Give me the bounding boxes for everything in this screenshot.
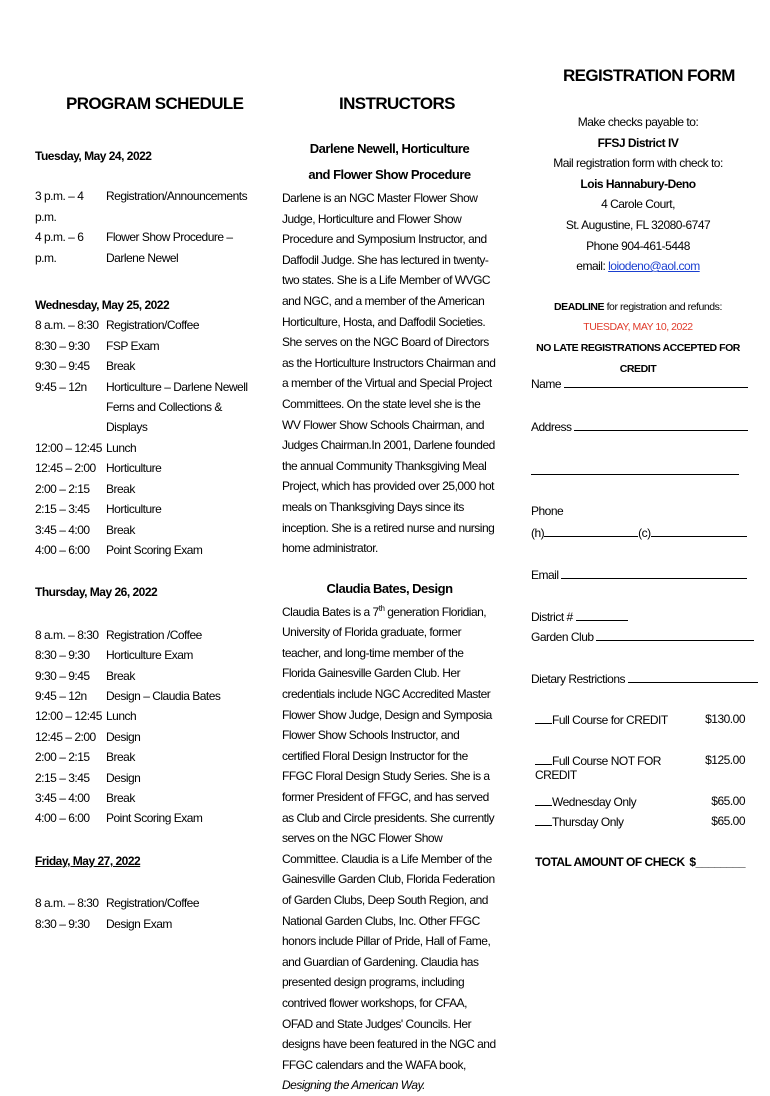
registration-info — [531, 112, 745, 379]
schedule-activity: Design – Claudia Bates — [106, 688, 221, 703]
book-title: Designing the American Way. — [282, 1078, 426, 1093]
schedule-row — [35, 479, 265, 499]
bio-text: generation Floridian, University of Florida graduate, former teacher, and long-time member of the Florida Gainesville Garden Club. Her credentials include NGC Accredited Master Flower Show Judge, Design and Symposia Flower Show Schools Instructor, and certified Floral Design Instructor for the FFGC Floral Design Study Series. She is a former President of FFGC, and has served as Club and Circle presidents. She currently serves on the NGC Flower Show Committee. Claudia is a Life Member of the Gainesville Garden Club, Florida Federation of Garden Clubs, Deep South Region, and National Garden Clubs, Inc. Other FFGC honors include Pillar of Pride, Hall of Fame, and Guardian of Gardening. Claudia has presented design programs, including contrived flower workshops, for CFAA, OFAD and State Judges' Councils. Her designs have been featured in the NGC and FFGC calendars and the WAFA book, — [282, 604, 496, 1072]
option-checkline[interactable] — [535, 814, 552, 826]
email-input-line[interactable] — [561, 567, 747, 579]
address-field-2[interactable] — [531, 463, 739, 478]
schedule-time: 2:00 – 2:15 — [35, 481, 90, 496]
schedule-row — [35, 356, 265, 376]
schedule-time: 9:30 – 9:45 — [35, 359, 90, 374]
field-label: Address — [531, 420, 572, 434]
day-title: Tuesday, May 24, 2022 — [35, 149, 152, 163]
schedule-time: 12:00 – 12:45 — [35, 440, 102, 455]
schedule-activity: Registration/Coffee — [106, 318, 200, 333]
schedule-row — [35, 499, 265, 519]
dietary-input-line[interactable] — [628, 671, 758, 683]
schedule-activity: Lunch — [106, 440, 137, 455]
total-label: TOTAL AMOUNT OF CHECK — [535, 855, 685, 869]
schedule-time: 12:45 – 2:00 — [35, 461, 96, 476]
schedule-row — [35, 645, 265, 665]
phone-h-input[interactable] — [544, 525, 638, 537]
schedule-time: 9:45 – 12n — [35, 688, 87, 703]
schedule-activity: Design — [106, 770, 141, 785]
schedule-row — [35, 727, 265, 747]
schedule-row — [35, 438, 265, 458]
schedule-row — [35, 336, 265, 356]
schedule-row — [35, 706, 265, 726]
no-late-notice: NO LATE REGISTRATIONS ACCEPTED FOR CREDIT — [536, 341, 740, 375]
contact-name: Lois Hannabury-Deno — [580, 176, 696, 191]
schedule-row — [35, 893, 265, 913]
schedule-row — [35, 686, 265, 706]
deadline-date: TUESDAY, MAY 10, 2022 — [583, 321, 693, 334]
address-input-line[interactable] — [574, 419, 748, 431]
schedule-activity: Horticulture – Darlene Newell Ferns and Collections & Displays — [106, 379, 248, 435]
day-title: Wednesday, May 25, 2022 — [35, 298, 170, 313]
payee: FFSJ District IV — [597, 135, 679, 150]
total-row — [531, 855, 745, 869]
schedule-row — [35, 747, 265, 767]
schedule-time: 4 p.m. – 6 p.m. — [35, 230, 84, 265]
schedule-row — [35, 808, 265, 828]
field-label: Name — [531, 377, 562, 391]
schedule-row — [35, 914, 265, 934]
garden-club-field[interactable] — [531, 629, 754, 644]
program-schedule — [35, 146, 265, 934]
instructors-heading: INSTRUCTORS — [339, 94, 455, 113]
schedule-activity: Point Scoring Exam — [106, 811, 203, 826]
option-label — [531, 753, 705, 782]
name-field[interactable] — [531, 376, 748, 391]
option-checkline[interactable] — [535, 712, 552, 724]
schedule-activity: Break — [106, 668, 135, 683]
contact-phone: Phone 904-461-5448 — [586, 238, 690, 253]
phone-field[interactable] — [531, 525, 747, 540]
registration-heading: REGISTRATION FORM — [563, 66, 735, 85]
option-price: $130.00 — [705, 712, 745, 726]
schedule-activity: Break — [106, 790, 135, 805]
option-label — [531, 794, 636, 809]
district-field[interactable] — [531, 609, 628, 624]
schedule-activity: Registration/Announcements — [106, 189, 248, 204]
email-link[interactable]: loiodeno@aol.com — [608, 259, 700, 274]
schedule-time: 2:15 – 3:45 — [35, 770, 90, 785]
schedule-time: 12:00 – 12:45 — [35, 709, 102, 724]
schedule-time: 9:45 – 12n — [35, 379, 87, 394]
schedule-activity: Horticulture — [106, 502, 162, 517]
schedule-row — [35, 768, 265, 788]
address-input-line-2[interactable] — [531, 463, 739, 475]
schedule-time: 8:30 – 9:30 — [35, 338, 90, 353]
instructor-name: Claudia Bates, Design — [326, 580, 453, 596]
schedule-activity: Registration /Coffee — [106, 627, 202, 642]
bio-superscript: th — [378, 603, 385, 613]
instructor-bio: Darlene is an NGC Master Flower Show Judge, Horticulture and Flower Show Procedure and Symposium Instructor, and Daffodil Judge. She has lectured in twenty-two states. She is a Life Member of WVGC and NGC, and a member of the American Horticulture, Hosta, and Daffodil Societies. She serves on the NGC Board of Directors as the Horticulture Instructors Chairman and a member of the Virtual and Special Project Committees. On the state level she is the WV Flower Show Schools Chairman, and Judges Chairman.In 2001, Darlene founded the annual Community Thanksgiving Meal Project, which has provided over 25,000 hot meals on Thanksgiving Days since its inception. She is a retired nurse and nursing home administrator. — [282, 191, 496, 556]
checks-payable-text: Make checks payable to: — [577, 115, 699, 129]
district-input-line[interactable] — [576, 609, 628, 621]
phone-c-label: (c) — [638, 526, 651, 540]
schedule-time: 12:45 – 2:00 — [35, 729, 96, 744]
schedule-activity: Flower Show Procedure – Darlene Newel — [106, 230, 233, 265]
instructor-name: and Flower Show Procedure — [308, 167, 471, 182]
instructor-bio — [282, 602, 497, 1096]
schedule-activity: Break — [106, 359, 135, 374]
schedule-time: 3 p.m. – 4 p.m. — [35, 189, 84, 224]
option-price: $65.00 — [711, 814, 745, 828]
field-label: Dietary Restrictions — [531, 672, 626, 686]
option-thursday[interactable] — [531, 814, 745, 829]
name-input-line[interactable] — [564, 376, 748, 388]
schedule-row — [35, 666, 265, 686]
schedule-row — [35, 227, 265, 268]
schedule-time: 4:00 – 6:00 — [35, 542, 90, 557]
option-checkline[interactable] — [535, 794, 552, 806]
field-label: Email — [531, 568, 559, 582]
schedule-activity: Point Scoring Exam — [106, 542, 203, 557]
schedule-time: 8:30 – 9:30 — [35, 916, 90, 931]
field-label: District # — [531, 610, 573, 624]
address-field[interactable] — [531, 419, 748, 434]
schedule-activity: FSP Exam — [106, 338, 160, 353]
phone-c-input[interactable] — [651, 525, 747, 537]
schedule-time: 3:45 – 4:00 — [35, 522, 90, 537]
schedule-activity: Break — [106, 481, 135, 496]
schedule-row — [35, 315, 265, 335]
deadline-line — [531, 297, 745, 318]
schedule-activity: Design Exam — [106, 916, 172, 931]
email-field[interactable] — [531, 567, 747, 582]
option-text: Wednesday Only — [552, 795, 637, 809]
schedule-activity: Horticulture — [106, 461, 162, 476]
schedule-activity: Break — [106, 750, 135, 765]
mail-to-text: Mail registration form with check to: — [553, 156, 723, 171]
program-schedule-heading: PROGRAM SCHEDULE — [66, 94, 244, 113]
option-label — [531, 712, 668, 727]
field-label: Garden Club — [531, 630, 594, 644]
total-input[interactable]: $________ — [689, 855, 745, 869]
bio-text: Claudia Bates is a 7 — [282, 604, 379, 619]
address-line: St. Augustine, FL 32080-6747 — [565, 217, 711, 232]
option-checkline[interactable] — [535, 753, 552, 765]
option-text: Thursday Only — [552, 815, 624, 829]
schedule-row — [35, 540, 265, 560]
day-title: Thursday, May 26, 2022 — [35, 585, 158, 600]
garden-club-input-line[interactable] — [596, 629, 754, 641]
option-full-no-credit[interactable] — [531, 753, 745, 782]
schedule-time: 9:30 – 9:45 — [35, 668, 90, 683]
schedule-row — [35, 788, 265, 808]
instructor-name: Darlene Newell, Horticulture — [309, 141, 470, 156]
schedule-activity: Design — [106, 729, 141, 744]
email-label: email: — [576, 259, 609, 274]
schedule-time: 8 a.m. – 8:30 — [35, 896, 99, 911]
schedule-row — [35, 458, 265, 478]
schedule-time: 3:45 – 4:00 — [35, 790, 90, 805]
schedule-activity: Horticulture Exam — [106, 648, 193, 663]
option-price: $125.00 — [705, 753, 745, 767]
deadline-label: DEADLINE — [554, 300, 605, 313]
schedule-time: 4:00 – 6:00 — [35, 811, 90, 826]
phone-label: Phone — [531, 504, 564, 518]
schedule-activity: Break — [106, 522, 135, 537]
option-price: $65.00 — [711, 794, 745, 808]
schedule-row — [35, 377, 265, 438]
schedule-time: 2:15 – 3:45 — [35, 502, 90, 517]
dietary-field[interactable] — [531, 671, 758, 686]
schedule-activity: Lunch — [106, 709, 137, 724]
phone-h-label: (h) — [531, 526, 545, 540]
schedule-row — [35, 625, 265, 645]
contact-email-line — [531, 256, 745, 277]
schedule-activity: Registration/Coffee — [106, 896, 200, 911]
schedule-time: 8 a.m. – 8:30 — [35, 318, 99, 333]
option-wednesday[interactable] — [531, 794, 745, 809]
option-full-credit[interactable] — [531, 712, 745, 727]
schedule-time: 8 a.m. – 8:30 — [35, 627, 99, 642]
schedule-row — [35, 520, 265, 540]
schedule-time: 2:00 – 2:15 — [35, 750, 90, 765]
instructors-section — [282, 136, 497, 1096]
deadline-text: for registration and refunds: — [604, 300, 722, 313]
option-label — [531, 814, 624, 829]
schedule-time: 8:30 – 9:30 — [35, 648, 90, 663]
day-title: Friday, May 27, 2022 — [35, 853, 141, 868]
schedule-row — [35, 186, 265, 227]
address-line: 4 Carole Court, — [601, 197, 675, 212]
option-text: Full Course NOT FOR CREDIT — [535, 754, 661, 782]
option-text: Full Course for CREDIT — [552, 713, 668, 727]
